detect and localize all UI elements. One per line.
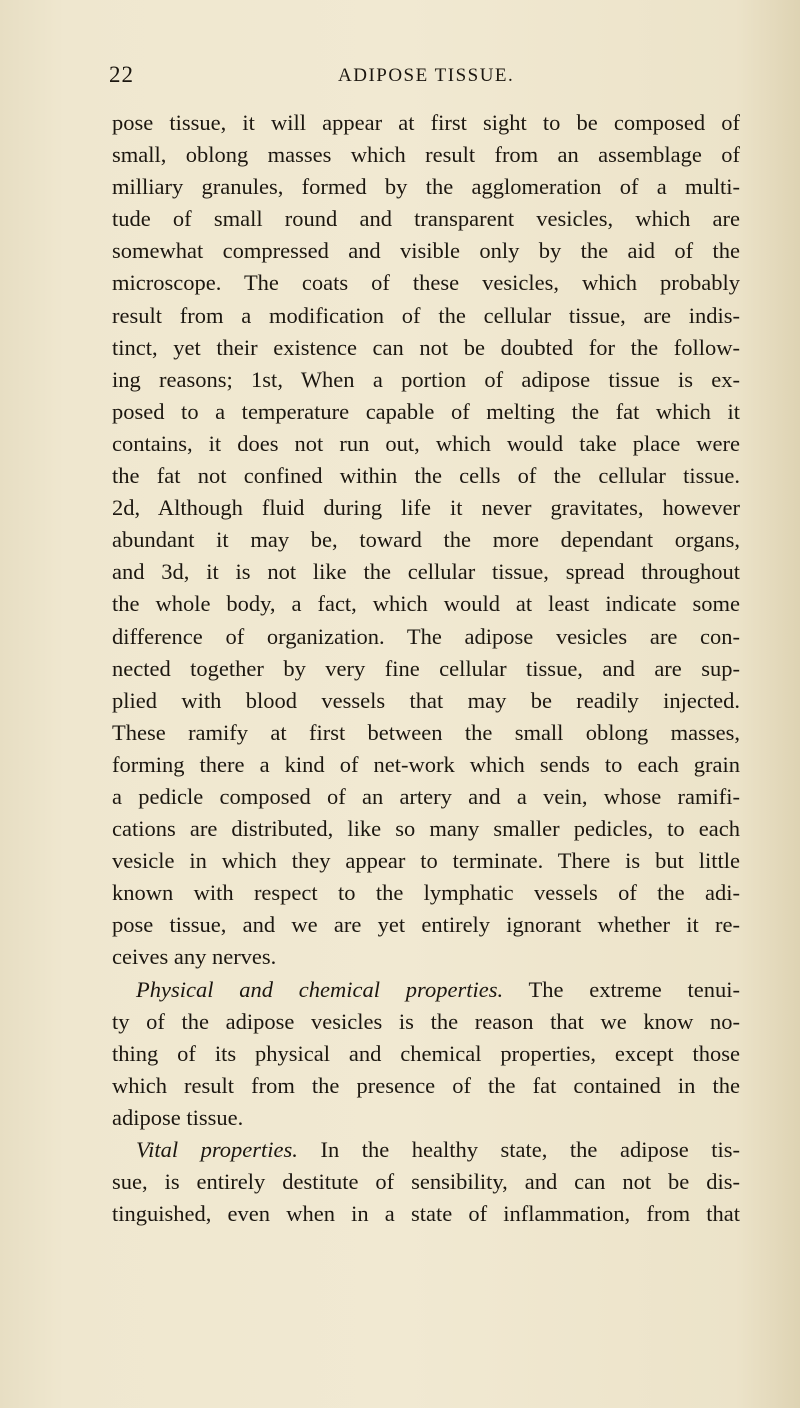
text-line: difference of organization. The adipose vesicles are con- (112, 623, 740, 649)
section-heading-line (112, 1134, 740, 1166)
page-number: 22 (109, 62, 134, 87)
text-line: These ramify at first between the small oblong masses, (112, 719, 740, 745)
text-line: somewhat compressed and visible only by the aid of the (112, 238, 740, 264)
body-text (112, 107, 740, 1230)
text-run: The extreme tenui- (503, 976, 740, 1002)
text-line: contains, it does not run out, which would take place were (112, 430, 740, 456)
text-line: the whole body, a fact, which would at least indicate some (112, 591, 740, 617)
text-line: posed to a temperature capable of melting the fat which it (112, 398, 740, 424)
section-heading-vital: Vital properties. (136, 1137, 298, 1162)
text-line: pose tissue, and we are yet entirely ignorant whether it re- (112, 912, 740, 938)
text-line: forming there a kind of net-work which sends to each grain (112, 751, 740, 777)
text-line: result from a modification of the cellular tissue, are indis- (112, 302, 740, 328)
text-line: ceives any nerves. (112, 944, 277, 970)
text-line: the fat not confined within the cells of the cellular tissue. (112, 463, 740, 489)
text-line: milliary granules, formed by the agglomeration of a multi- (112, 174, 740, 200)
text-line: microscope. The coats of these vesicles, which probably (112, 270, 740, 296)
text-line: a pedicle composed of an artery and a vein, whose ramifi- (112, 783, 740, 809)
text-line: known with respect to the lymphatic vessels of the adi- (112, 880, 740, 906)
text-line: plied with blood vessels that may be readily injected. (112, 687, 740, 713)
text-line: sue, is entirely destitute of sensibility, and can not be dis- (112, 1169, 740, 1195)
text-line: pose tissue, it will appear at first sight to be composed of (112, 110, 740, 135)
text-line: small, oblong masses which result from an assemblage of (112, 142, 740, 168)
text-line: vesicle in which they appear to terminate. There is but little (112, 848, 740, 874)
text-line: tinct, yet their existence can not be doubted for the follow- (112, 334, 740, 360)
text-line: 2d, Although fluid during life it never gravitates, however (112, 495, 740, 521)
text-line: tude of small round and transparent vesicles, which are (112, 206, 740, 232)
text-line: and 3d, it is not like the cellular tissue, spread throughout (112, 559, 740, 585)
running-title: ADIPOSE TISSUE. (338, 65, 515, 86)
text-line: abundant it may be, toward the more dependant organs, (112, 527, 740, 553)
text-line: cations are distributed, like so many smaller pedicles, to each (112, 816, 740, 842)
text-line: nected together by very fine cellular tissue, and are sup- (112, 655, 740, 681)
running-head (0, 62, 800, 92)
text-run: In the healthy state, the adipose tis- (297, 1137, 740, 1162)
text-line: which result from the presence of the fat contained in the (112, 1072, 740, 1098)
text-line: adipose tissue. (112, 1104, 244, 1130)
text-line: ing reasons; 1st, When a portion of adipose tissue is ex- (112, 366, 740, 392)
section-heading-physical-chemical: Physical and chemical properties. (136, 976, 504, 1002)
text-line: thing of its physical and chemical properties, except those (112, 1040, 740, 1066)
text-line: ty of the adipose vesicles is the reason that we know no- (112, 1008, 740, 1034)
text-line: tinguished, even when in a state of inflammation, from that (112, 1201, 740, 1227)
section-heading-line (112, 974, 740, 1006)
